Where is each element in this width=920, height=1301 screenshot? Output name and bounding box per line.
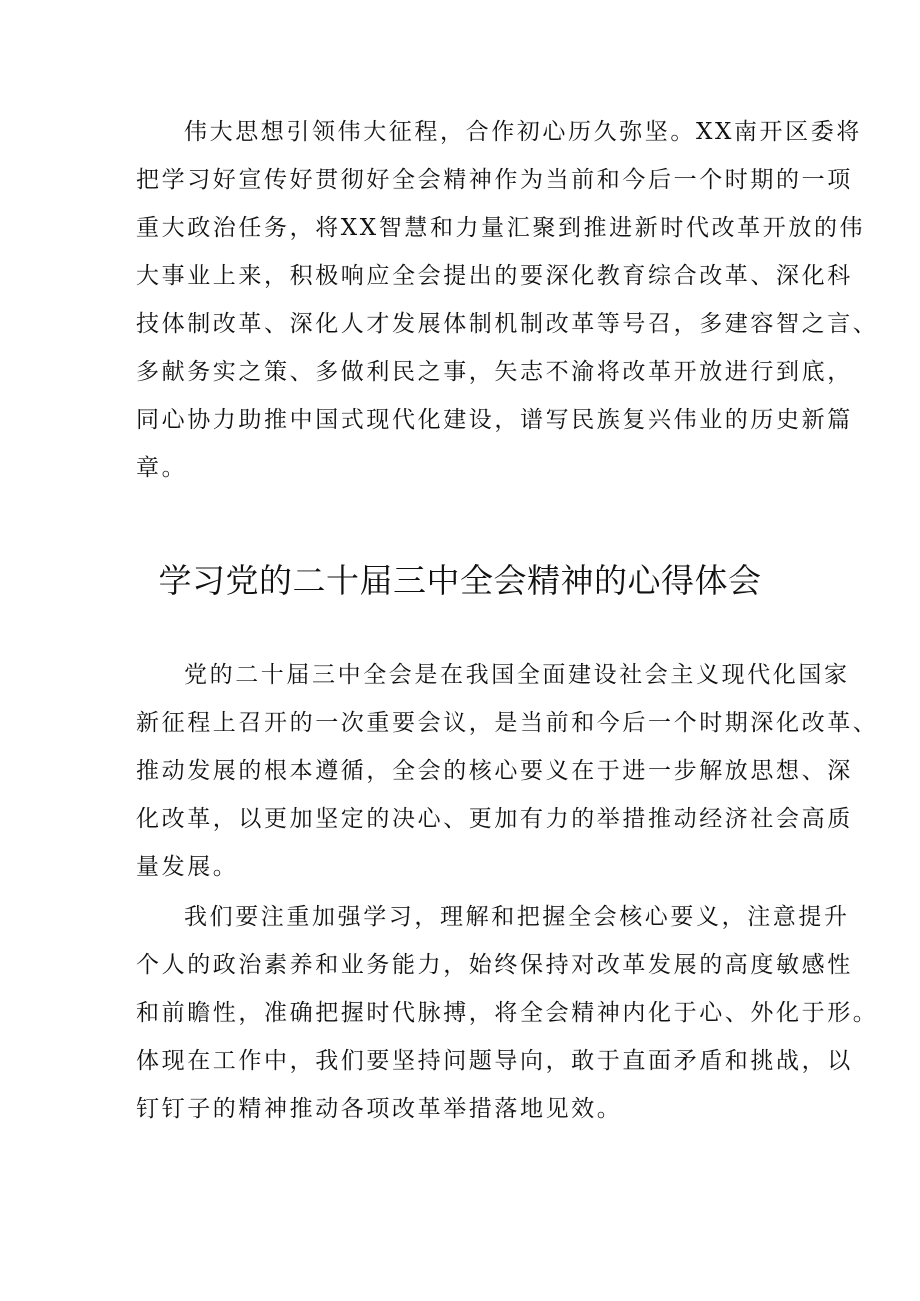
text-line: 推动发展的根本遵循，全会的核心要义在于进一步解放思想、深 (136, 758, 853, 784)
text-line: 体现在工作中，我们要坚持问题导向，敢于直面矛盾和挑战，以 (136, 1048, 853, 1074)
text-line: 和前瞻性，准确把握时代脉搏，将全会精神内化于心、外化于形。 (136, 1000, 879, 1026)
text-line: 把学习好宣传好贯彻好全会精神作为当前和今后一个时期的一项 (136, 167, 853, 193)
text-line: 同心协力助推中国式现代化建设，谱写民族复兴伟业的历史新篇 (136, 407, 853, 433)
paragraph-study-commitment (136, 893, 879, 1133)
paragraph-plenum-overview (136, 651, 879, 891)
text-line: 多献务实之策、多做利民之事，矢志不渝将改革开放进行到底， (136, 359, 853, 385)
text-line: 新征程上召开的一次重要会议，是当前和今后一个时期深化改革、 (136, 710, 879, 736)
text-line: 重大政治任务，将XX智慧和力量汇聚到推进新时代改革开放的伟 (136, 215, 866, 241)
text-line: 我们要注重加强学习，理解和把握全会核心要义，注意提升 (184, 904, 850, 930)
text-line: 钉钉子的精神推动各项改革举措落地见效。 (136, 1096, 623, 1122)
text-line: 技体制改革、深化人才发展体制机制改革等号召，多建容智之言、 (136, 311, 879, 337)
section-title: 学习党的二十届三中全会精神的心得体会 (158, 561, 762, 600)
text-line: 章。 (136, 455, 188, 481)
text-line: 党的二十届三中全会是在我国全面建设社会主义现代化国家 (184, 662, 850, 688)
paragraph-party-unity (136, 108, 879, 492)
text-line: 化改革，以更加坚定的决心、更加有力的举措推动经济社会高质 (136, 806, 853, 832)
text-line: 伟大思想引领伟大征程，合作初心历久弥坚。XX南开区委将 (184, 119, 862, 145)
text-line: 大事业上来，积极响应全会提出的要深化教育综合改革、深化科 (136, 263, 853, 289)
text-line: 个人的政治素养和业务能力，始终保持对改革发展的高度敏感性 (136, 952, 853, 978)
text-line: 量发展。 (136, 854, 239, 880)
